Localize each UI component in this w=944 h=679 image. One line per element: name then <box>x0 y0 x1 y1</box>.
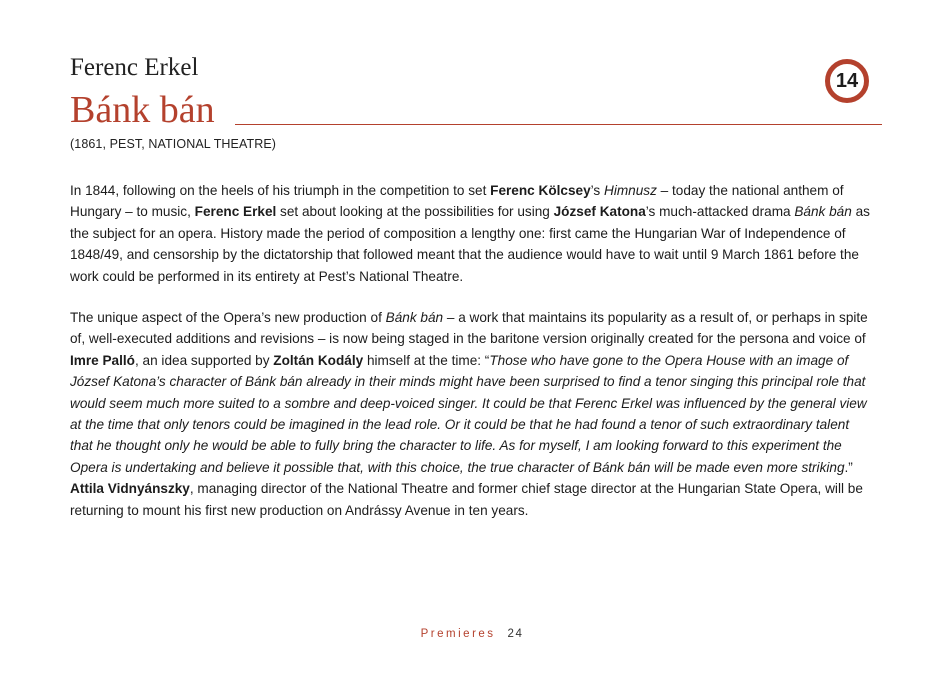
premiere-details: (1861, PEST, NATIONAL THEATRE) <box>70 137 277 151</box>
chapter-number-badge <box>825 59 869 103</box>
text-run: ’s much-attacked drama <box>645 204 795 220</box>
name-ferenc-kolcsey: Ferenc Kölcsey <box>490 183 591 198</box>
page-footer <box>0 628 944 640</box>
name-jozsef-katona: József Katona <box>553 204 646 220</box>
text-run: ’s <box>590 183 605 198</box>
work-bank-ban: Bánk bán <box>385 310 444 326</box>
name-zoltan-kodaly: Zoltán Kodály <box>273 352 364 368</box>
section-name: Premieres <box>420 628 496 640</box>
article-body <box>70 180 870 541</box>
name-attila-vidnyanszky: Attila Vidnyánszky <box>70 481 190 497</box>
text-run: In 1844, following on the heels of his triumph in the competition to set <box>70 183 491 198</box>
paragraph-history <box>70 180 870 287</box>
page-number: 24 <box>507 628 524 640</box>
name-imre-pallo: Imre Palló <box>70 352 135 368</box>
chapter-number: 14 <box>835 69 859 92</box>
name-ferenc-erkel: Ferenc Erkel <box>194 204 277 220</box>
text-run: set about looking at the possibilities for using <box>276 204 554 220</box>
text-run: , an idea supported by <box>134 352 274 368</box>
text-run: – today the national anthem of Hungary – to music, <box>70 183 844 220</box>
title-underline <box>235 124 882 125</box>
paragraph-production <box>70 307 870 521</box>
title-row <box>70 88 882 132</box>
text-run: himself at the time: “ <box>363 352 490 368</box>
text-run: The unique aspect of the Opera’s new production of <box>70 310 386 326</box>
text-run: – a work that maintains its popularity as a result of, or perhaps in spite of, well-executed additions and revisions – is now being staged in the baritone version originally created for the persona and voice of <box>70 310 868 347</box>
composer-name: Ferenc Erkel <box>70 54 199 81</box>
text-run: as the subject for an opera. History made the period of composition a lengthy one: first came the Hungarian War of Independence of 1848/49, and censorship by the dictatorship that followed meant that the audience would have to wait until 9 March 1861 before the work could be performed in its entirety at Pest’s National Theatre. <box>70 204 870 284</box>
text-run: , managing director of the National Theatre and former chief stage director at the Hungarian State Opera, will be returning to mount his first new production on Andrássy Avenue in ten years. <box>70 481 863 518</box>
work-bank-ban: Bánk bán <box>794 204 852 220</box>
kodaly-quote: Those who have gone to the Opera House with an image of József Katona’s character of Bánk bán already in their minds might have been surprised to find a tenor singing this principal role that would seem much more suited to a sombre and deep-voiced singer. It could be that Ferenc Erkel was influenced by the general view at the time that only tenors could be imagined in the lead role. Or it could be that he had found a tenor of such extraordinary talent that he thought only he would be able to fully bring the character to life. As for myself, I am looking forward to this experiment the Opera is undertaking and believe it possible that, with this choice, the true character of Bánk bán will be made even more striking <box>70 352 867 475</box>
work-himnusz: Himnusz <box>604 183 657 198</box>
text-run: .” <box>844 459 853 475</box>
opera-title: Bánk bán <box>70 88 219 132</box>
